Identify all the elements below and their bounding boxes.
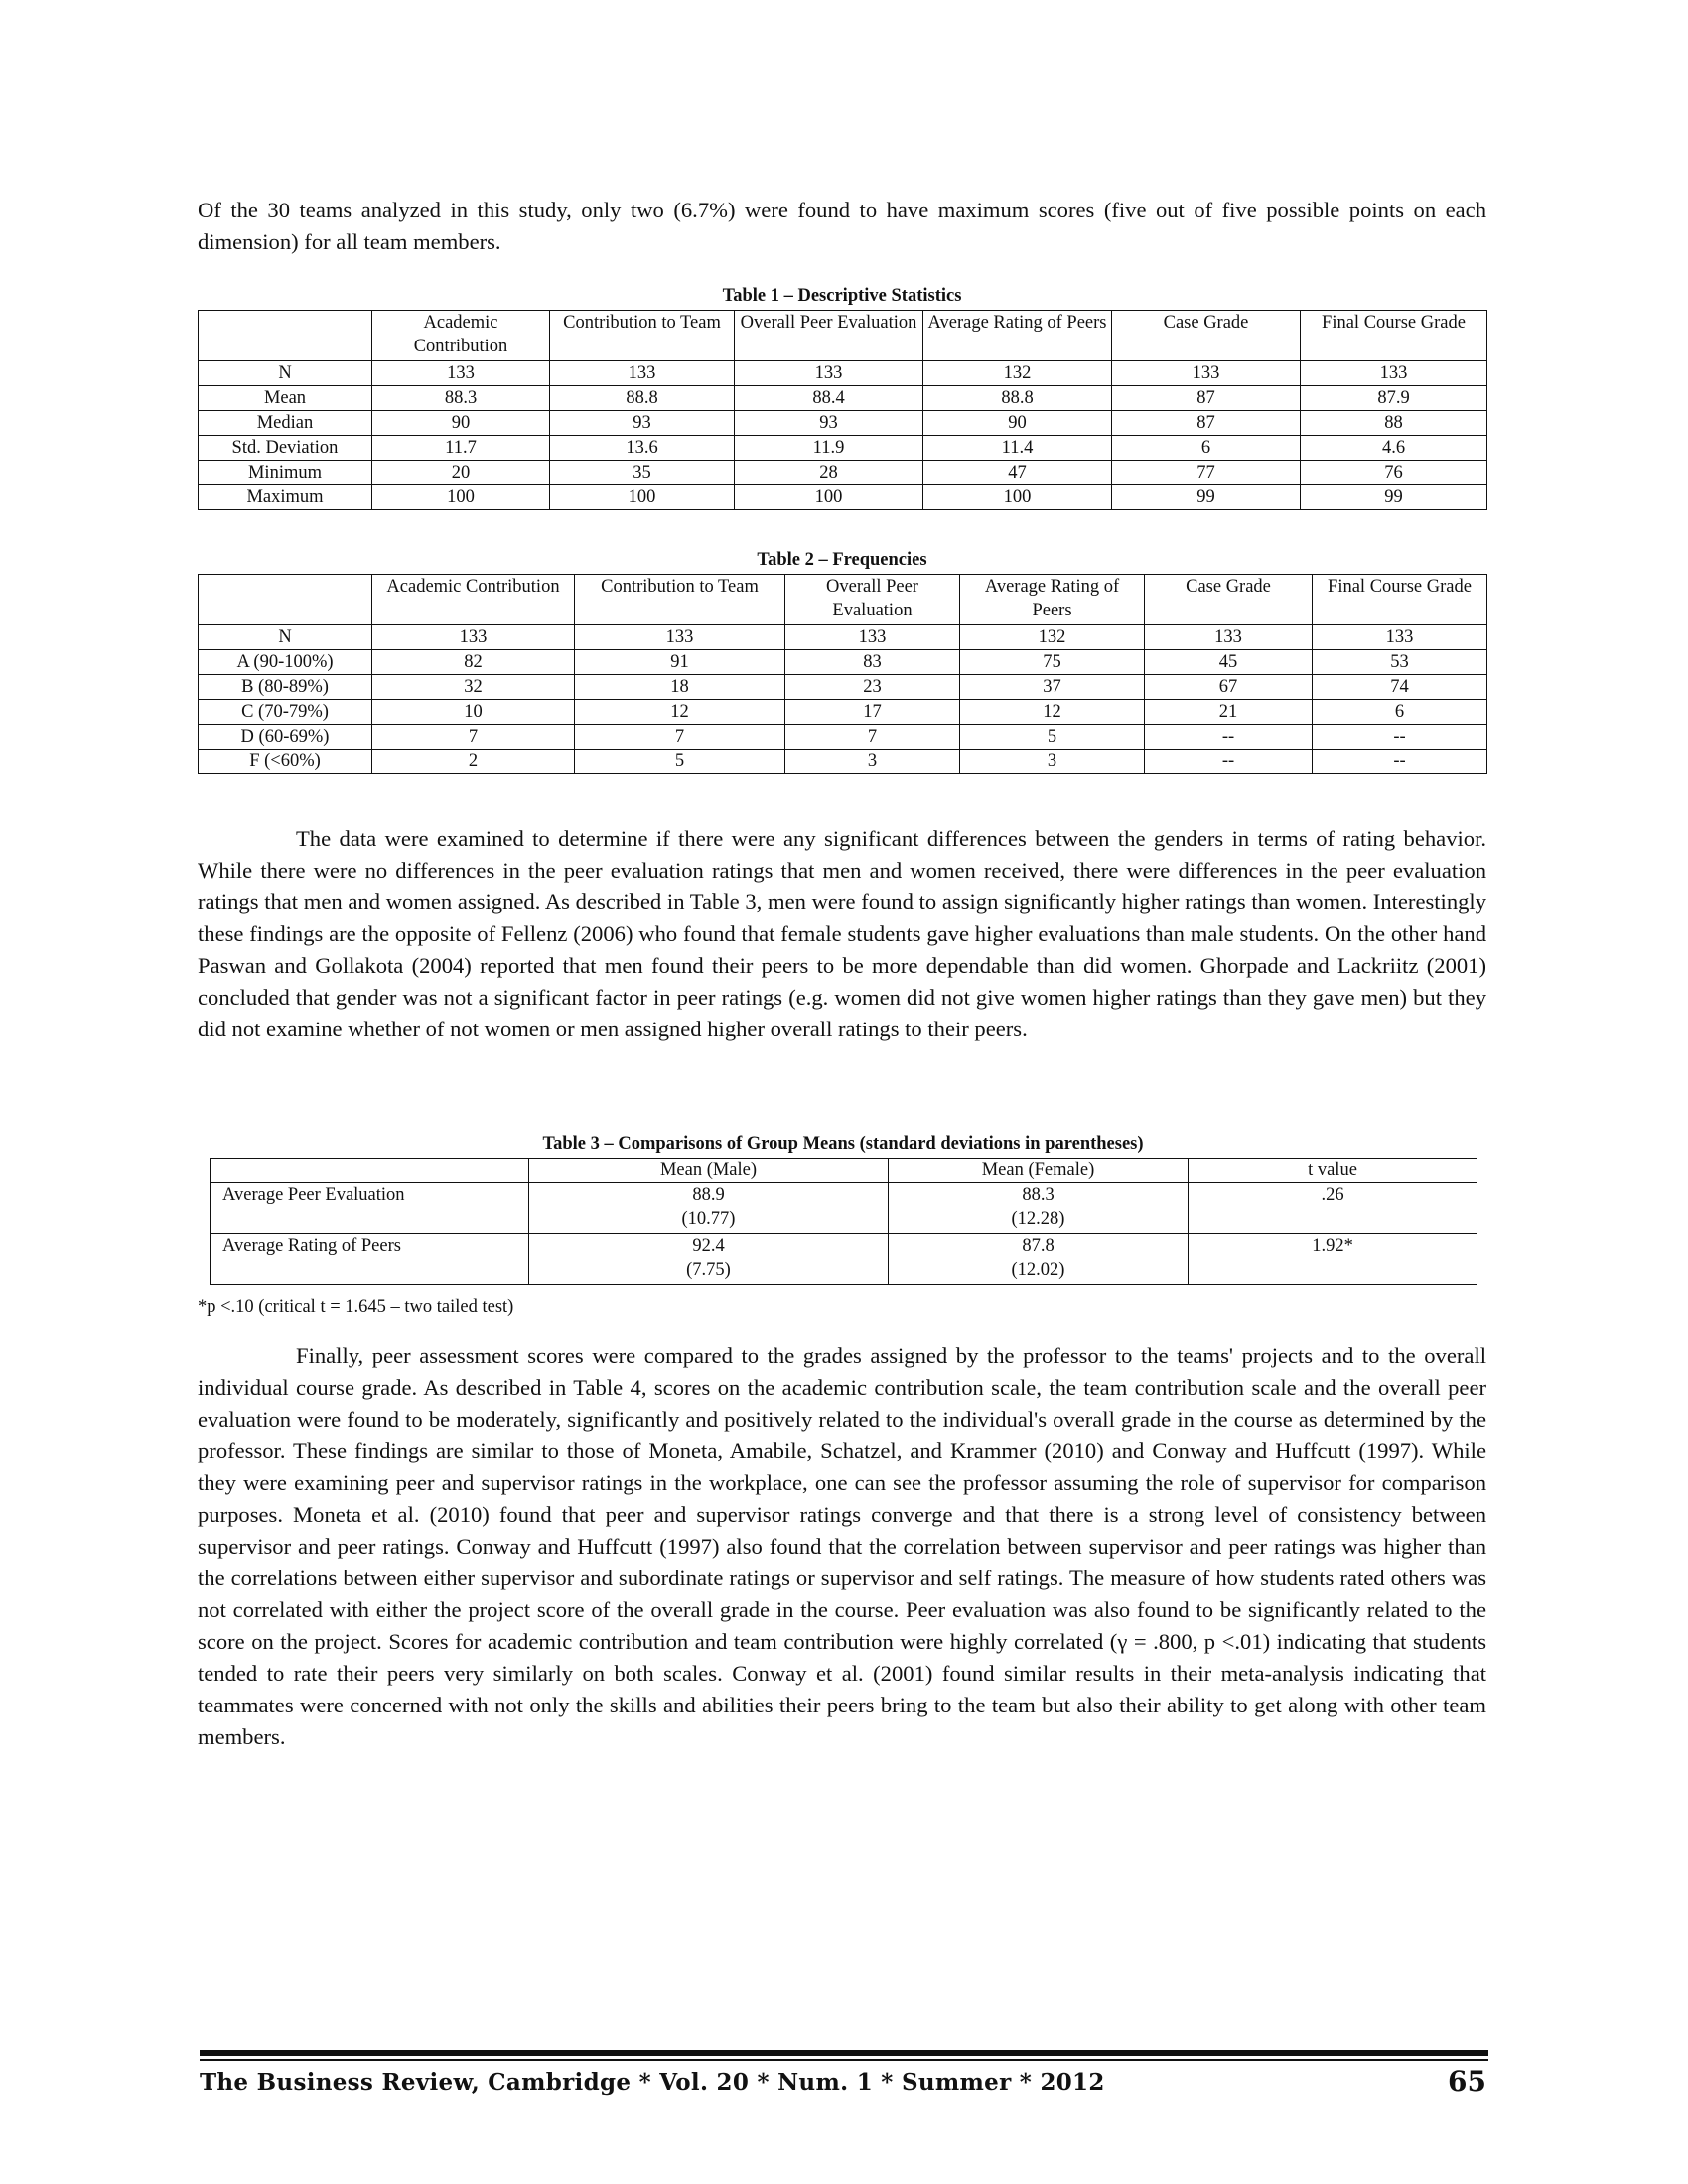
table1-row-label: Maximum (199, 485, 372, 510)
sd-value: (12.28) (1011, 1209, 1065, 1229)
table-cell: -- (1313, 725, 1487, 750)
table-row (199, 675, 1487, 700)
table-cell: 1.92* (1189, 1234, 1477, 1285)
table-cell: 100 (923, 485, 1112, 510)
table-cell: 20 (372, 461, 550, 485)
table-row (199, 386, 1487, 411)
table3-row-label: Average Rating of Peers (211, 1234, 529, 1285)
table-cell: 133 (1301, 361, 1487, 386)
table3-header-mean-female: Mean (Female) (889, 1159, 1189, 1183)
table-cell: 3 (960, 750, 1145, 774)
table-cell: 87 (1112, 411, 1301, 436)
table-row (199, 750, 1487, 774)
mean-value: 88.3 (1022, 1185, 1055, 1205)
mean-value: 88.9 (692, 1185, 725, 1205)
table-cell: 133 (1145, 625, 1313, 650)
table2-row-label: C (70-79%) (199, 700, 372, 725)
table-cell: 28 (735, 461, 923, 485)
table2-caption: Table 2 – Frequencies (757, 550, 927, 570)
table-cell: 133 (1112, 361, 1301, 386)
intro-paragraph: Of the 30 teams analyzed in this study, only two (6.7%) were found to have maximum scores (five out of five possible points on each dimension) for all team members. (198, 198, 1486, 254)
table-cell: .26 (1189, 1183, 1477, 1234)
table-cell: 10 (372, 700, 575, 725)
table-cell: 11.4 (923, 436, 1112, 461)
table-row (199, 461, 1487, 485)
table3-row-label: Average Peer Evaluation (211, 1183, 529, 1234)
table-cell: 133 (1313, 625, 1487, 650)
table-cell: 75 (960, 650, 1145, 675)
table-cell: 13.6 (550, 436, 735, 461)
table1-row-label: Minimum (199, 461, 372, 485)
table-cell: 132 (923, 361, 1112, 386)
table1-row-label: N (199, 361, 372, 386)
table-cell: 133 (550, 361, 735, 386)
table-row (211, 1234, 1477, 1285)
table-cell: 133 (785, 625, 960, 650)
table2-row-label: D (60-69%) (199, 725, 372, 750)
table-row (199, 485, 1487, 510)
gender-paragraph: The data were examined to determine if there were any significant differences between the genders in terms of rating behavior. While there were no differences in the peer evaluation ratings that men and women received, there were differences in the peer evaluation ratings that men and women assigned. As described in Table 3, men were found to assign significantly higher ratings than women. Interestingly these findings are the opposite of Fellenz (2006) who found that female students gave higher evaluations than male students. On the other hand Paswan and Gollakota (2004) reported that men found their peers to be more dependable than did women. Ghorpade and Lackriitz (2001) concluded that gender was not a significant factor in peer ratings (e.g. women did not give women higher ratings than they gave men) but they did not examine whether of not women or men assigned higher overall ratings to their peers. (198, 826, 1486, 1041)
table-cell (529, 1183, 889, 1234)
table-cell: 3 (785, 750, 960, 774)
sd-value: (12.02) (1011, 1260, 1065, 1280)
table-cell: 90 (372, 411, 550, 436)
table-cell: 82 (372, 650, 575, 675)
table-cell: 100 (735, 485, 923, 510)
table3-caption: Table 3 – Comparisons of Group Means (standard deviations in parentheses) (542, 1134, 1144, 1154)
table1-row-label: Mean (199, 386, 372, 411)
table-cell: 6 (1112, 436, 1301, 461)
table-cell: 90 (923, 411, 1112, 436)
table3-footnote: *p <.10 (critical t = 1.645 – two tailed test) (198, 1297, 514, 1317)
table2-row-label: N (199, 625, 372, 650)
table2-frequencies (198, 574, 1487, 774)
sd-value: (7.75) (686, 1260, 731, 1280)
table1-header-average-rating-of-peers: Average Rating of Peers (923, 311, 1112, 361)
table3-group-means (210, 1158, 1477, 1285)
table-cell: 11.7 (372, 436, 550, 461)
table-cell: 76 (1301, 461, 1487, 485)
table-cell: 47 (923, 461, 1112, 485)
table-cell: -- (1145, 725, 1313, 750)
table1-descriptive-statistics (198, 310, 1487, 510)
table1-row-label: Median (199, 411, 372, 436)
table1-header-overall-peer-evaluation: Overall Peer Evaluation (735, 311, 923, 361)
table2-row-label: A (90-100%) (199, 650, 372, 675)
footer-rule (200, 2050, 1488, 2056)
table-cell: 35 (550, 461, 735, 485)
table-cell (889, 1234, 1189, 1285)
table-cell: 100 (372, 485, 550, 510)
table-cell: 77 (1112, 461, 1301, 485)
table1-header-final-course-grade: Final Course Grade (1301, 311, 1487, 361)
table1-header-academic-contribution: Academic Contribution (372, 311, 550, 361)
table3-header-blank (211, 1159, 529, 1183)
table-cell (529, 1234, 889, 1285)
table1-header-case-grade: Case Grade (1112, 311, 1301, 361)
table-cell: 11.9 (735, 436, 923, 461)
table-row (211, 1183, 1477, 1234)
table-cell: 99 (1301, 485, 1487, 510)
table-cell: 83 (785, 650, 960, 675)
table-row (199, 650, 1487, 675)
table-cell: 7 (575, 725, 785, 750)
table-cell: -- (1313, 750, 1487, 774)
table-row (199, 700, 1487, 725)
table-cell: 18 (575, 675, 785, 700)
table-cell: 67 (1145, 675, 1313, 700)
table-cell: 32 (372, 675, 575, 700)
table-cell: 12 (575, 700, 785, 725)
table-row (199, 625, 1487, 650)
table-cell: 5 (575, 750, 785, 774)
table1-caption: Table 1 – Descriptive Statistics (722, 286, 962, 306)
mean-value: 87.8 (1022, 1236, 1055, 1256)
table-cell: 45 (1145, 650, 1313, 675)
table-cell: 100 (550, 485, 735, 510)
table-cell: 53 (1313, 650, 1487, 675)
table-cell: 74 (1313, 675, 1487, 700)
table2-header-final-course-grade: Final Course Grade (1313, 575, 1487, 625)
table-cell: 23 (785, 675, 960, 700)
table-cell: 88.3 (372, 386, 550, 411)
table2-header-case-grade: Case Grade (1145, 575, 1313, 625)
table-cell: 4.6 (1301, 436, 1487, 461)
final-paragraph: Finally, peer assessment scores were compared to the grades assigned by the professor to the teams' projects and to the overall individual course grade. As described in Table 4, scores on the academic contribution scale, the team contribution scale and the overall peer evaluation were found to be moderately, significantly and positively related to the individual's overall grade in the course as determined by the professor. These findings are similar to those of Moneta, Amabile, Schatzel, and Krammer (2010) and Conway and Huffcutt (1997). While they were examining peer and supervisor ratings in the workplace, one can see the professor assuming the role of supervisor for comparison purposes. Moneta et al. (2010) found that peer and supervisor ratings converge and that there is a strong level of consistency between supervisor and peer ratings. Conway and Huffcutt (1997) also found that the correlation between supervisor and peer ratings was higher than the correlations between either supervisor and subordinate ratings or supervisor and self ratings. The measure of how students rated others was not correlated with either the project score of the overall grade in the course. Peer evaluation was also found to be significantly related to the score on the project. Scores for academic contribution and team contribution were highly correlated (γ = .800, p <.01) indicating that students tended to rate their peers very similarly on both scales. Conway et al. (2001) found similar results in their meta-analysis indicating that teammates were concerned with not only the skills and abilities their peers bring to the team but also their ability to get along with other team members. (198, 1343, 1486, 1749)
table-row (199, 411, 1487, 436)
table-row (199, 436, 1487, 461)
table2-row-label: F (<60%) (199, 750, 372, 774)
table-row (199, 725, 1487, 750)
table-cell: 5 (960, 725, 1145, 750)
table-cell: 88.8 (923, 386, 1112, 411)
table-cell: 133 (372, 361, 550, 386)
table-cell: -- (1145, 750, 1313, 774)
table-cell: 132 (960, 625, 1145, 650)
table-cell: 2 (372, 750, 575, 774)
table-cell: 21 (1145, 700, 1313, 725)
table-cell: 87.9 (1301, 386, 1487, 411)
table3-header-mean-male: Mean (Male) (529, 1159, 889, 1183)
table-cell: 17 (785, 700, 960, 725)
sd-value: (10.77) (681, 1209, 736, 1229)
table-cell: 87 (1112, 386, 1301, 411)
table3-header-t-value: t value (1189, 1159, 1477, 1183)
table-cell: 88.8 (550, 386, 735, 411)
table1-row-label: Std. Deviation (199, 436, 372, 461)
table-row (199, 361, 1487, 386)
journal-footer: The Business Review, Cambridge * Vol. 20 * Num. 1 * Summer * 2012 (200, 2069, 1105, 2096)
table-cell: 133 (575, 625, 785, 650)
table-cell: 133 (735, 361, 923, 386)
table-cell: 88 (1301, 411, 1487, 436)
table-cell: 99 (1112, 485, 1301, 510)
table-cell: 88.4 (735, 386, 923, 411)
table2-header-blank (199, 575, 372, 625)
table-cell: 6 (1313, 700, 1487, 725)
mean-value: 92.4 (692, 1236, 725, 1256)
table-cell: 7 (372, 725, 575, 750)
table-cell: 133 (372, 625, 575, 650)
table-cell: 12 (960, 700, 1145, 725)
table-cell (889, 1183, 1189, 1234)
table-cell: 93 (550, 411, 735, 436)
table2-header-average-rating-of-peers: Average Rating of Peers (960, 575, 1145, 625)
table-cell: 37 (960, 675, 1145, 700)
page-number: 65 (1448, 2065, 1486, 2098)
table1-header-contribution-to-team: Contribution to Team (550, 311, 735, 361)
table-cell: 91 (575, 650, 785, 675)
table-cell: 7 (785, 725, 960, 750)
table1-header-blank (199, 311, 372, 361)
table-cell: 93 (735, 411, 923, 436)
footer-rule-thin (200, 2059, 1488, 2061)
table2-row-label: B (80-89%) (199, 675, 372, 700)
table2-header-contribution-to-team: Contribution to Team (575, 575, 785, 625)
table2-header-academic-contribution: Academic Contribution (372, 575, 575, 625)
table2-header-overall-peer-evaluation: Overall Peer Evaluation (785, 575, 960, 625)
